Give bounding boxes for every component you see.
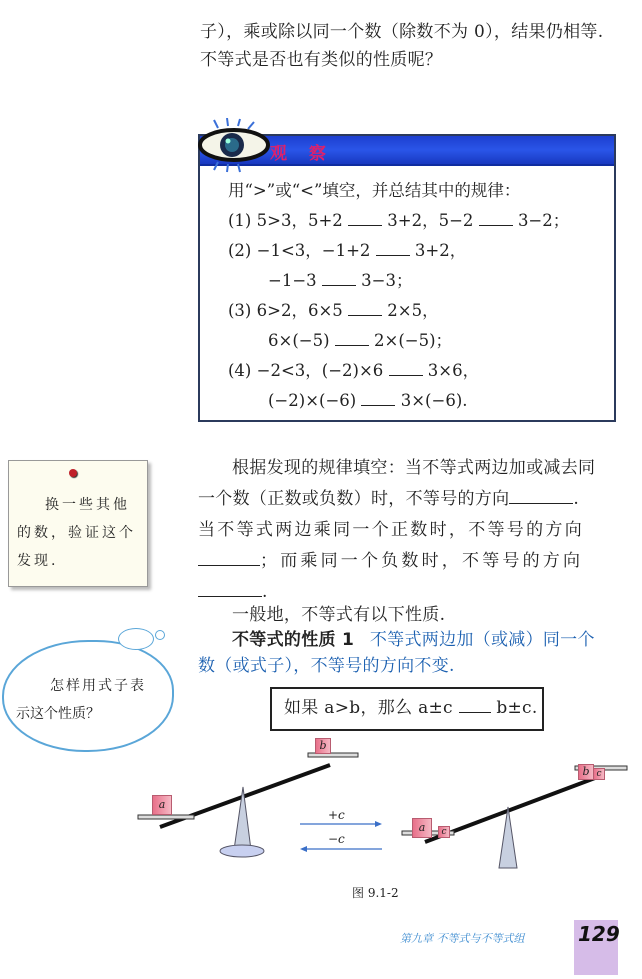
answer-blank[interactable] [361,389,395,406]
thought-bubble-small [118,628,154,650]
figure-caption: 图 9.1-2 [352,886,399,900]
block-b: b [578,764,594,780]
general-statement: 一般地，不等式有以下性质. [232,605,446,625]
page-number: 129 [578,922,620,946]
answer-blank[interactable] [459,696,491,713]
intro-line-2: 不等式是否也有类似的性质呢？ [200,50,443,70]
block-b: b [315,738,331,754]
observe-body [228,176,569,416]
property-1-line-2: 数（或式子），不等号的方向不变. [198,656,455,676]
fill-line-1: 根据发现的规律填空：当不等式两边加或减去同 [232,458,596,478]
observe-item-2-cont: −1−3 3−3； [268,271,413,290]
thought-bubble: 怎样用式子表 示这个性质？ [2,640,174,752]
arrow-plus-c-label: +c [328,808,345,822]
formula-box [270,687,544,731]
answer-blank[interactable] [348,299,382,316]
sticky-note-text: 换一些其他 的数，验证这个 发现. [17,497,136,569]
block-c: c [438,826,450,838]
arrow-minus-c-label: −c [328,832,345,846]
observe-item-4-cont: (−2)×(−6) 3×(−6). [268,391,468,410]
fill-line-2: 一个数（正数或负数）时，不等号的方向 . [198,489,580,509]
observe-item-3-cont: 6×(−5) 2×(−5)； [268,331,453,350]
observe-item-3: (3) 6>2，6×5 2×5， [228,301,439,320]
observe-item-2: (2) −1<3，−1+2 3+2， [228,241,467,260]
page-number-box [574,920,618,975]
block-a: a [152,795,172,815]
property-1-label: 不等式的性质 1 [232,630,355,650]
block-a: a [412,818,432,838]
observe-box [198,134,616,422]
property-1-text: 不等式两边加（或减）同一个 [369,630,595,650]
formula-text: 如果 a>b，那么 a±c b±c. [284,698,538,718]
answer-blank[interactable] [348,209,382,226]
pin-icon [69,469,77,477]
intro-line-1: 子），乘或除以同一个数（除数不为 0），结果仍相等. [200,22,604,42]
chapter-title: 第九章 不等式与不等式组 [400,932,525,945]
fill-line-5: . [198,580,268,604]
answer-blank[interactable] [198,549,260,566]
answer-blank[interactable] [198,580,262,597]
sticky-note [8,460,148,587]
fill-line-4: ；而乘同一个负数时，不等号的方向 [198,549,583,573]
thought-bubble-dot [155,630,165,640]
answer-blank[interactable] [335,329,369,346]
property-1-line-1 [232,628,595,652]
answer-blank[interactable] [389,359,423,376]
block-c: c [593,768,605,780]
answer-blank[interactable] [509,487,573,504]
eye-icon [196,118,274,174]
balance-figure [130,735,630,875]
answer-blank[interactable] [322,269,356,286]
observe-item-1: (1) 5>3，5+2 3+2，5−2 3−2； [228,211,570,230]
answer-blank[interactable] [376,239,410,256]
observe-item-4: (4) −2<3，(−2)×6 3×6， [228,361,480,380]
observe-title: 观 察 [270,144,334,164]
answer-blank[interactable] [479,209,513,226]
observe-instruction: 用“>”或“<”填空，并总结其中的规律： [228,181,521,200]
fill-line-3: 当不等式两边乘同一个正数时，不等号的方向 [198,520,584,540]
